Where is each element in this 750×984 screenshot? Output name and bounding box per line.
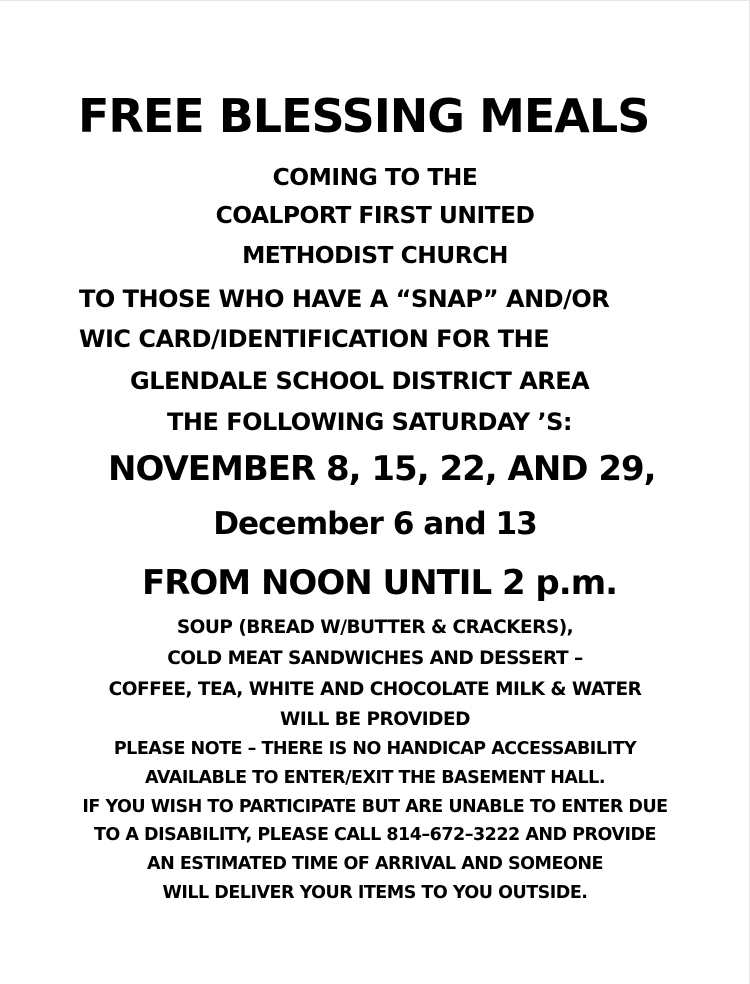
intro-coming-line: COMING TO THE	[272, 163, 478, 191]
notice-line-2: AVAILABLE TO ENTER/EXIT THE BASEMENT HALL.	[145, 768, 605, 788]
notice-line-4: TO A DISABILITY, PLEASE CALL 814–672–3222 AND PROVIDE	[93, 825, 657, 845]
district-line: GLENDALE SCHOOL DISTRICT AREA	[130, 367, 590, 395]
meal-time: FROM NOON UNTIL 2 p.m.	[142, 563, 618, 603]
notice-line-1: PLEASE NOTE – THERE IS NO HANDICAP ACCESSABILITY	[113, 739, 637, 759]
church-name-line-1: COALPORT FIRST UNITED	[215, 201, 535, 229]
menu-line-1: SOUP (BREAD W/BUTTER & CRACKERS),	[176, 617, 574, 638]
eligibility-line-2: WIC CARD/IDENTIFICATION FOR THE	[79, 325, 550, 353]
november-dates: NOVEMBER 8, 15, 22, AND 29,	[108, 449, 656, 489]
menu-line-4: WILL BE PROVIDED	[280, 709, 470, 730]
following-saturdays-line: THE FOLLOWING SATURDAY ’S:	[167, 408, 572, 436]
church-name-line-2: METHODIST CHURCH	[242, 241, 508, 269]
december-dates: December 6 and 13	[213, 506, 537, 542]
flyer-title: FREE BLESSING MEALS	[78, 89, 650, 143]
notice-line-5: AN ESTIMATED TIME OF ARRIVAL AND SOMEONE	[147, 854, 603, 874]
eligibility-line-1: TO THOSE WHO HAVE A “SNAP” AND/OR	[79, 285, 610, 313]
menu-line-3: COFFEE, TEA, WHITE AND CHOCOLATE MILK & WATER	[108, 679, 642, 700]
menu-line-2: COLD MEAT SANDWICHES AND DESSERT –	[167, 648, 583, 669]
notice-line-3: IF YOU WISH TO PARTICIPATE BUT ARE UNABLE TO ENTER DUE	[82, 797, 668, 817]
notice-line-6: WILL DELIVER YOUR ITEMS TO YOU OUTSIDE.	[162, 883, 588, 903]
